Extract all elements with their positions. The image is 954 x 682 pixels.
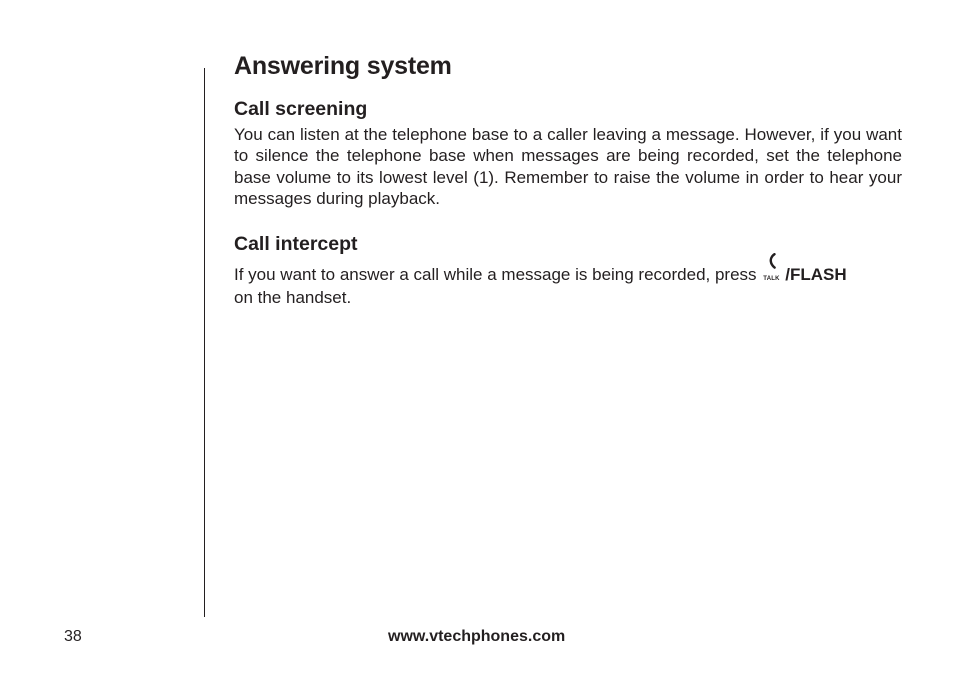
call-intercept-text-end: on the handset.: [234, 288, 352, 308]
talk-key: [763, 263, 785, 281]
page-content: [234, 50, 902, 309]
call-screening-paragraph: You can listen at the telephone base to a caller leaving a message. However, if you want to silence the telephone base when messages are being recorded, set the telephone base volume to its lowest level (1). Remember to raise the volume in order to hear your messages during playback.: [234, 125, 902, 208]
page-title: Answering system: [234, 52, 452, 80]
call-intercept-paragraph: [234, 263, 902, 309]
flash-key-label: /FLASH: [785, 265, 847, 285]
phone-handset-icon: [769, 253, 777, 269]
page-number: 38: [64, 628, 82, 645]
section-heading-call-intercept: Call intercept: [234, 233, 358, 256]
talk-key-label: TALK: [763, 276, 780, 283]
footer-url: www.vtechphones.com: [388, 628, 566, 645]
section-heading-call-screening: Call screening: [234, 98, 368, 120]
margin-rule: [204, 68, 205, 617]
call-intercept-text: If you want to answer a call while a message is being recorded, press: [234, 265, 757, 285]
